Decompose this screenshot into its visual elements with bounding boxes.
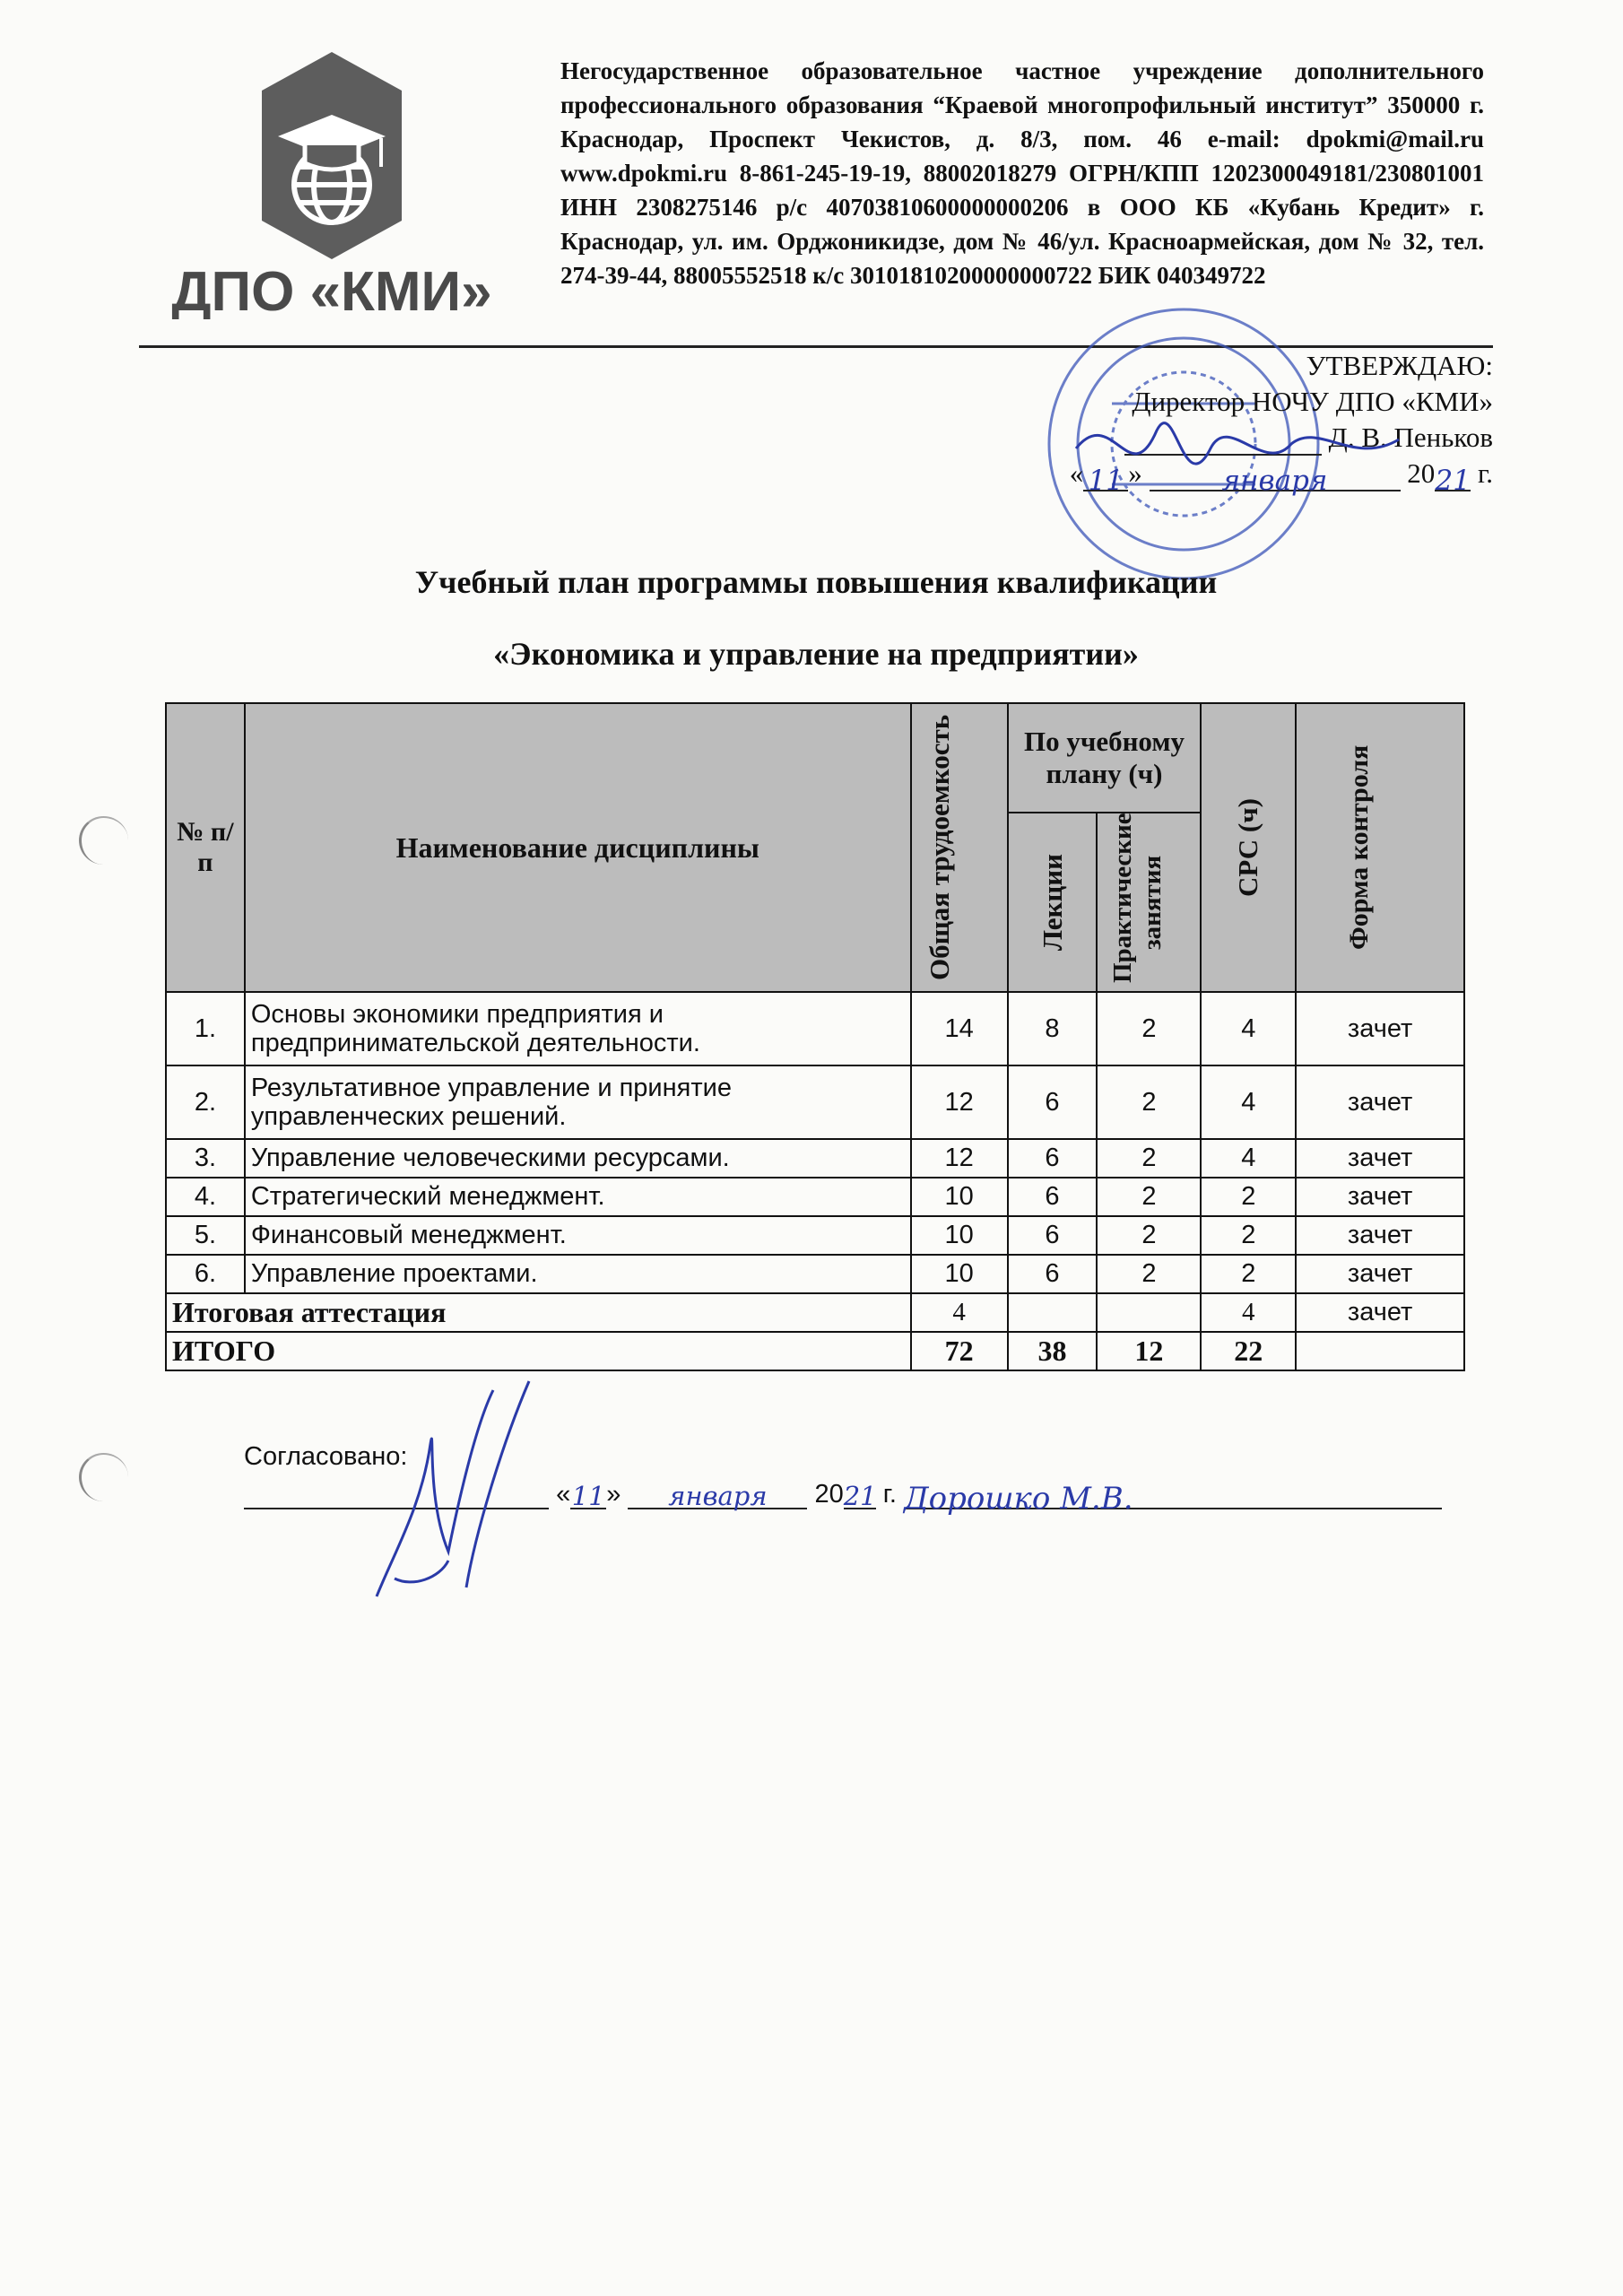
director-name: Д. В. Пеньков bbox=[1328, 422, 1493, 453]
lecture-hours: 6 bbox=[1008, 1139, 1098, 1178]
lecture-hours: 38 bbox=[1008, 1332, 1098, 1370]
agreed-label: Согласовано: bbox=[244, 1442, 408, 1471]
row-number: 1. bbox=[166, 992, 245, 1065]
lecture-hours bbox=[1008, 1293, 1098, 1332]
header-number: № п/п bbox=[166, 703, 245, 992]
total-label: ИТОГО bbox=[166, 1332, 911, 1370]
approval-position: Директор НОЧУ ДПО «КМИ» bbox=[1132, 386, 1493, 417]
srs-hours: 4 bbox=[1201, 1139, 1296, 1178]
lecture-hours: 6 bbox=[1008, 1255, 1098, 1293]
lecture-hours: 6 bbox=[1008, 1178, 1098, 1216]
row-number: 3. bbox=[166, 1139, 245, 1178]
practice-hours: 2 bbox=[1097, 1216, 1201, 1255]
total-hours: 10 bbox=[911, 1178, 1008, 1216]
approval-quote-close: » bbox=[1128, 457, 1142, 489]
document-title-line2: «Экономика и управление на предприятии» bbox=[493, 636, 1139, 672]
table-row bbox=[166, 1216, 1464, 1255]
total-hours: 12 bbox=[911, 1065, 1008, 1139]
srs-hours: 4 bbox=[1201, 992, 1296, 1065]
header-discipline: Наименование дисциплины bbox=[245, 703, 911, 992]
table-row bbox=[166, 1255, 1464, 1293]
control-form: зачет bbox=[1296, 1216, 1464, 1255]
organization-details: Негосударственное образовательное частное учреждение дополнительного профессионального образования “Краевой многопрофильный институт” 350000 г. Краснодар, Проспект Чекистов, д. 8/3, пом. 46 e-mail: dpokmi@mail.ru www.dpokmi.ru 8-861-245-19-19, 88002018279 ОГРН/КПП 1202300049181/230801001 ИНН 2308275146 р/с 40703810600000000206 в ООО КБ «Кубань Кредит» г. Краснодар, ул. им. Орджоникидзе, дом № 46/ул. Красноармейская, дом № 32, тел. 274-39-44, 88005552518 к/с 30101810200000000722 БИК 040349722 bbox=[560, 57, 1484, 289]
control-form: зачет bbox=[1296, 1139, 1464, 1178]
row-number: 4. bbox=[166, 1178, 245, 1216]
total-hours: 4 bbox=[911, 1293, 1008, 1332]
row-number: 2. bbox=[166, 1065, 245, 1139]
agreed-day: 11 bbox=[571, 1481, 605, 1511]
practice-hours: 2 bbox=[1097, 1065, 1201, 1139]
practice-hours: 2 bbox=[1097, 1178, 1201, 1216]
control-form bbox=[1296, 1332, 1464, 1370]
control-form: зачет bbox=[1296, 1065, 1464, 1139]
punch-hole-top bbox=[79, 816, 128, 865]
approval-year-prefix: 20 bbox=[1407, 457, 1436, 489]
approval-month: января bbox=[1150, 463, 1401, 491]
total-hours: 14 bbox=[911, 992, 1008, 1065]
header-study-plan: По учебному плану (ч) bbox=[1008, 703, 1202, 813]
curriculum-table bbox=[165, 702, 1465, 1371]
practice-hours: 2 bbox=[1097, 992, 1201, 1065]
lecture-hours: 8 bbox=[1008, 992, 1098, 1065]
srs-hours: 2 bbox=[1201, 1216, 1296, 1255]
control-form: зачет bbox=[1296, 1293, 1464, 1332]
agreed-year-suffix: 21 bbox=[843, 1481, 877, 1511]
header-control-form: Форма контроля bbox=[1296, 703, 1464, 992]
header-total-hours: Общая трудоемкость bbox=[911, 703, 1008, 992]
header-lectures: Лекции bbox=[1008, 813, 1098, 992]
discipline-name: Стратегический менеджмент. bbox=[245, 1178, 911, 1216]
agreed-signature bbox=[341, 1372, 610, 1641]
director-signature bbox=[1058, 395, 1417, 511]
agreed-year-prefix: 20 bbox=[814, 1480, 844, 1509]
agreed-month: января bbox=[628, 1481, 807, 1509]
attestation-row bbox=[166, 1293, 1464, 1332]
discipline-name: Управление проектами. bbox=[245, 1255, 911, 1293]
srs-hours: 2 bbox=[1201, 1178, 1296, 1216]
table-row bbox=[166, 1139, 1464, 1178]
document-title-line1: Учебный план программы повышения квалификации bbox=[414, 564, 1218, 600]
discipline-name: Управление человеческими ресурсами. bbox=[245, 1139, 911, 1178]
practice-hours: 12 bbox=[1097, 1332, 1201, 1370]
approval-quote-open: « bbox=[1069, 457, 1084, 489]
attestation-label: Итоговая аттестация bbox=[166, 1293, 911, 1332]
total-hours: 12 bbox=[911, 1139, 1008, 1178]
total-hours: 72 bbox=[911, 1332, 1008, 1370]
lecture-hours: 6 bbox=[1008, 1065, 1098, 1139]
punch-hole-bottom bbox=[79, 1453, 128, 1501]
practice-hours bbox=[1097, 1293, 1201, 1332]
organization-logo bbox=[161, 50, 502, 319]
total-hours: 10 bbox=[911, 1255, 1008, 1293]
approval-year-unit: г. bbox=[1478, 457, 1493, 489]
agreed-quote-close: » bbox=[606, 1480, 621, 1509]
agreed-year-unit: г. bbox=[882, 1480, 897, 1509]
agreed-signer-name: Дорошко М.В. bbox=[904, 1481, 1442, 1509]
total-row bbox=[166, 1332, 1464, 1370]
lecture-hours: 6 bbox=[1008, 1216, 1098, 1255]
approval-heading: УТВЕРЖДАЮ: bbox=[1306, 350, 1493, 381]
srs-hours: 22 bbox=[1201, 1332, 1296, 1370]
table-row bbox=[166, 992, 1464, 1065]
discipline-name: Финансовый менеджмент. bbox=[245, 1216, 911, 1255]
table-row bbox=[166, 1065, 1464, 1139]
srs-hours: 4 bbox=[1201, 1065, 1296, 1139]
control-form: зачет bbox=[1296, 1255, 1464, 1293]
logo-text: ДПО «КМИ» bbox=[171, 261, 492, 319]
approval-day: 11 bbox=[1083, 463, 1128, 491]
discipline-name: Результативное управление и принятие управленческих решений. bbox=[245, 1065, 911, 1139]
approval-year-suffix: 21 bbox=[1435, 465, 1471, 497]
practice-hours: 2 bbox=[1097, 1139, 1201, 1178]
table-row bbox=[166, 1178, 1464, 1216]
control-form: зачет bbox=[1296, 1178, 1464, 1216]
agreed-quote-open: « bbox=[556, 1480, 571, 1509]
row-number: 5. bbox=[166, 1216, 245, 1255]
srs-hours: 4 bbox=[1201, 1293, 1296, 1332]
header-practice: Практические занятия bbox=[1097, 813, 1201, 992]
row-number: 6. bbox=[166, 1255, 245, 1293]
total-hours: 10 bbox=[911, 1216, 1008, 1255]
header-srs: СРС (ч) bbox=[1201, 703, 1296, 992]
srs-hours: 2 bbox=[1201, 1255, 1296, 1293]
discipline-name: Основы экономики предприятия и предпринимательской деятельности. bbox=[245, 992, 911, 1065]
control-form: зачет bbox=[1296, 992, 1464, 1065]
practice-hours: 2 bbox=[1097, 1255, 1201, 1293]
